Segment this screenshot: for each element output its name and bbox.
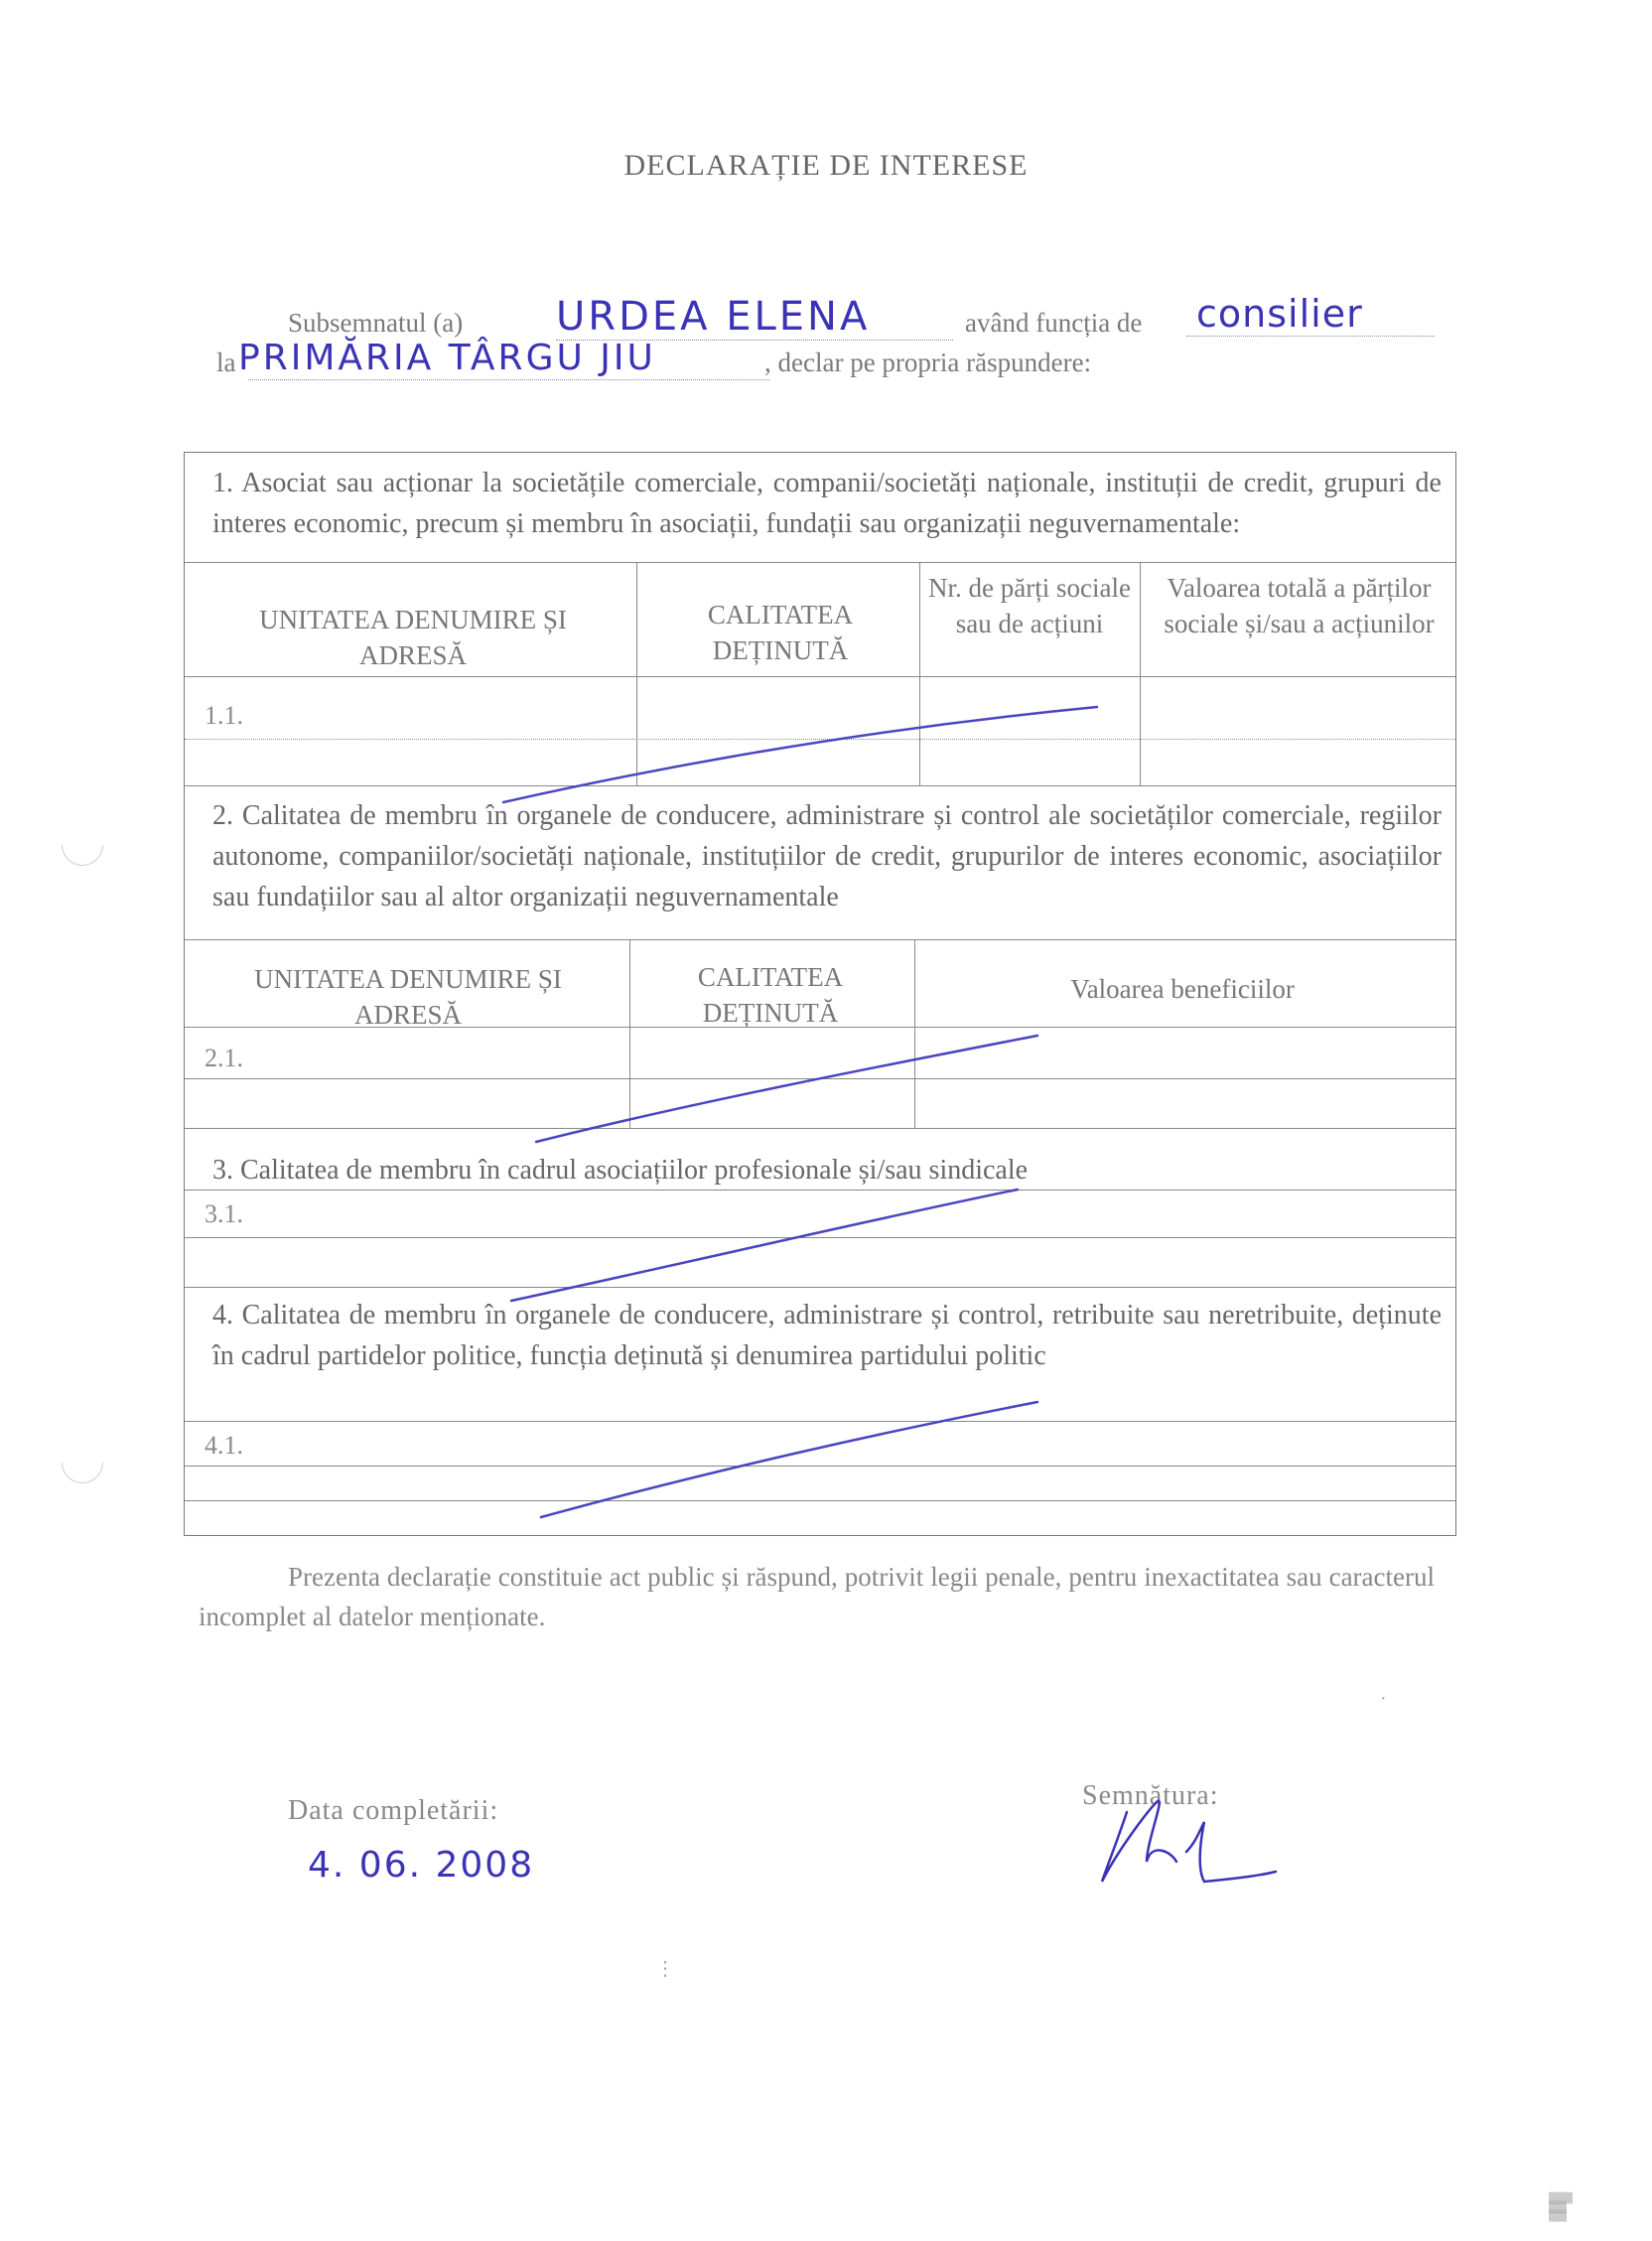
document-title: DECLARAȚIE DE INTERESE xyxy=(623,149,1029,182)
divider xyxy=(185,739,1455,740)
divider xyxy=(629,939,630,1128)
legal-statement: Prezenta declarație constituie act public și răspund, potrivit legii penale, pentru inexactitatea sau caracterul incomplet al datelor menționate. xyxy=(199,1562,1435,1631)
divider xyxy=(185,1500,1455,1501)
handwritten-signature xyxy=(1087,1782,1286,1901)
s2-row-number: 2.1. xyxy=(205,1044,243,1072)
divider xyxy=(185,939,1455,940)
divider xyxy=(636,562,637,785)
declarant-function: consilier xyxy=(1196,292,1363,336)
s1-row-number: 1.1. xyxy=(205,701,243,730)
s2-col-valoarea: Valoarea beneficiilor xyxy=(1070,974,1295,1004)
section-4-text: 4. Calitatea de membru în organele de conducere, administrare și control, retribuite sau neretribuite, deținute în cadrul partidelor politice, funcția deținută și denumirea partidului politic xyxy=(212,1300,1442,1371)
date-value: 4. 06. 2008 xyxy=(308,1845,535,1886)
section-2-text: 2. Calitatea de membru în organele de conducere, administrare și control ale societăților comerciale, regiilor autonome, companiilor/societăți naționale, instituțiilor de credit, grupurilor de interes economic, asociațiilor sau fundațiilor sau al altor organizații neguvernamentale xyxy=(212,800,1442,912)
scan-speck: ⋮ xyxy=(655,1958,675,1980)
la-label: la xyxy=(216,348,236,377)
s2-col-calitatea: CALITATEA DEȚINUTĂ xyxy=(697,962,844,1028)
scan-speck: · xyxy=(1380,1688,1387,1710)
function-underline xyxy=(1186,336,1435,337)
s1-col-valoarea: Valoarea totală a părților sociale și/sau a acțiunilor xyxy=(1164,573,1435,638)
section-3-text: 3. Calitatea de membru în cadrul asociațiilor profesionale și/sau sindicale xyxy=(212,1155,1029,1186)
s3-row-number: 3.1. xyxy=(205,1199,243,1228)
divider xyxy=(185,1078,1455,1079)
s2-col-unitatea: UNITATEA DENUMIRE ȘI ADRESĂ xyxy=(254,964,562,1030)
signature-label: Semnătura: xyxy=(1082,1780,1219,1811)
divider xyxy=(185,1027,1455,1028)
institution-underline xyxy=(248,379,769,380)
divider xyxy=(185,676,1455,677)
divider xyxy=(185,1421,1455,1422)
section-1-text: 1. Asociat sau acționar la societățile comerciale, companii/societăți naționale, instituții de credit, grupuri de interes economic, precum și membru în asociații, fundații sau organizații neguvernamentale: xyxy=(212,468,1442,539)
functia-label: având funcția de xyxy=(965,308,1143,338)
punch-hole-mark xyxy=(53,815,111,874)
declarant-line xyxy=(288,308,463,339)
date-label: Data completării: xyxy=(288,1795,499,1826)
subsemnatul-label: Subsemnatul (a) xyxy=(288,308,464,338)
scan-stamp: ▒▒▒▒ ▒▒▒ ▒▒▒ xyxy=(1549,2193,1574,2222)
divider xyxy=(185,785,1455,786)
divider xyxy=(1140,562,1141,785)
s4-row-number: 4.1. xyxy=(205,1431,243,1460)
punch-hole-mark xyxy=(53,1433,111,1491)
divider xyxy=(185,1466,1455,1467)
declarant-institution: PRIMĂRIA TÂRGU JIU xyxy=(238,338,656,378)
interests-table xyxy=(184,452,1456,1536)
declarant-name: URDEA ELENA xyxy=(556,294,871,340)
s1-col-unitatea: UNITATEA DENUMIRE ȘI ADRESĂ xyxy=(259,605,567,670)
s1-col-calitatea: CALITATEA DEȚINUTĂ xyxy=(707,600,854,665)
declar-label: , declar pe propria răspundere: xyxy=(764,348,1092,377)
divider xyxy=(185,1237,1455,1238)
s1-col-nr-parti: Nr. de părți sociale sau de acțiuni xyxy=(928,573,1131,638)
divider xyxy=(185,1128,1455,1129)
divider xyxy=(185,1287,1455,1288)
divider xyxy=(914,939,915,1128)
divider xyxy=(185,1190,1455,1191)
divider xyxy=(919,562,920,785)
divider xyxy=(185,562,1455,563)
